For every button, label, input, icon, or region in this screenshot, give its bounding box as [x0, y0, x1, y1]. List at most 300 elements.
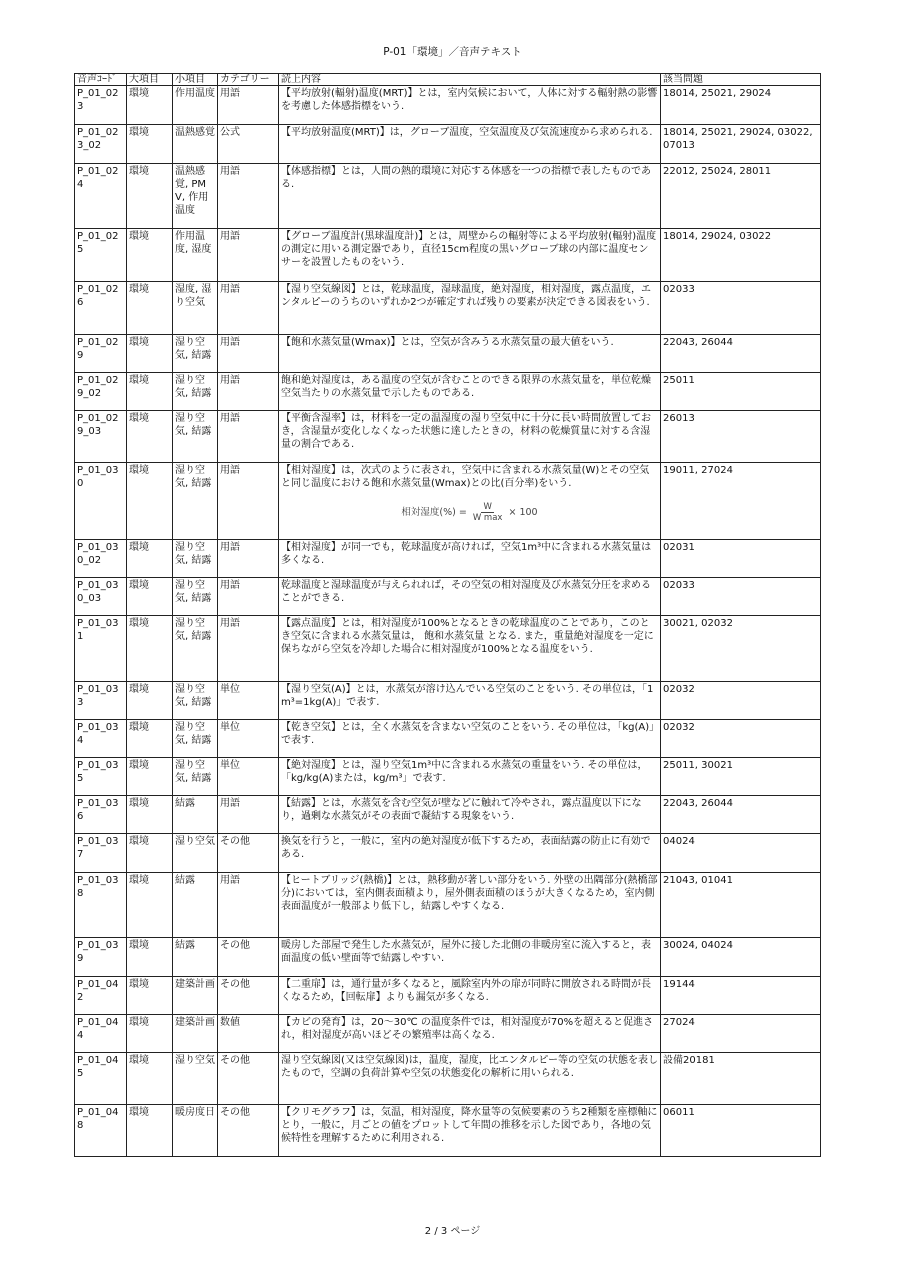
cell-category-text: 用語	[220, 580, 240, 591]
cell-minor-text: 湿り空気, 結露	[175, 618, 212, 642]
cell-major	[127, 373, 173, 411]
cell-major-text: 環境	[129, 618, 149, 629]
cell-code	[75, 463, 127, 540]
table-row	[75, 164, 821, 229]
cell-major	[127, 164, 173, 229]
cell-major-text: 環境	[129, 875, 149, 886]
cell-category	[218, 758, 279, 796]
cell-minor	[173, 873, 218, 938]
cell-refs	[661, 834, 821, 873]
cell-category-text: 単位	[220, 684, 240, 695]
cell-text	[279, 938, 661, 977]
cell-minor-text: 湿り空気, 結露	[175, 465, 212, 489]
cell-category-text: その他	[220, 1055, 250, 1066]
cell-text	[279, 758, 661, 796]
cell-minor	[173, 411, 218, 463]
cell-major-text: 環境	[129, 337, 149, 348]
cell-code	[75, 682, 127, 720]
cell-major	[127, 1053, 173, 1105]
cell-text	[279, 977, 661, 1015]
cell-refs-text: 02033	[663, 284, 695, 295]
cell-refs-text: 06011	[663, 1107, 695, 1118]
cell-category-text: その他	[220, 1107, 250, 1118]
cell-refs	[661, 1015, 821, 1053]
cell-minor-text: 温熱感覚	[175, 127, 215, 138]
cell-minor-text: 湿り空気, 結露	[175, 375, 212, 399]
cell-minor	[173, 1015, 218, 1053]
cell-code	[75, 229, 127, 282]
cell-minor	[173, 86, 218, 125]
cell-refs	[661, 282, 821, 335]
cell-code-text: P_01_031	[77, 618, 119, 642]
cell-minor	[173, 1105, 218, 1157]
cell-major	[127, 125, 173, 164]
cell-text	[279, 373, 661, 411]
cell-category	[218, 873, 279, 938]
cell-minor-text: 湿り空気, 結露	[175, 684, 212, 708]
cell-code	[75, 977, 127, 1015]
table-row	[75, 229, 821, 282]
cell-minor	[173, 682, 218, 720]
cell-category	[218, 1105, 279, 1157]
cell-text	[279, 282, 661, 335]
cell-minor	[173, 164, 218, 229]
cell-refs-text: 30021, 02032	[663, 618, 733, 629]
cell-minor	[173, 229, 218, 282]
table-row	[75, 938, 821, 977]
cell-minor	[173, 463, 218, 540]
table-row	[75, 86, 821, 125]
cell-category-text: 用語	[220, 284, 240, 295]
cell-category-text: 用語	[220, 875, 240, 886]
cell-text-text: 【相対湿度】は，次式のように表され，空気中に含まれる水蒸気量(W)とその空気と同じ温度における飽和水蒸気量(Wmax)との比(百分率)をいう.	[281, 465, 650, 489]
cell-text-text: 【グローブ温度計(黒球温度計)】とは，周壁からの輻射等による平均放射(輻射)温度の測定に用いる測定器であり，直径15cm程度の黒いグローブ球の内部に温度センサーを設置したものをいう.	[281, 231, 657, 268]
table-row	[75, 977, 821, 1015]
cell-text-text: 【結露】とは，水蒸気を含む空気が壁などに触れて冷やされ，露点温度以下になり，過剰な水蒸気がその表面で凝結する現象をいう.	[281, 798, 642, 822]
cell-category	[218, 1015, 279, 1053]
cell-code-text: P_01_042	[77, 979, 119, 1003]
cell-category	[218, 125, 279, 164]
cell-code	[75, 373, 127, 411]
cell-major	[127, 229, 173, 282]
table-row	[75, 796, 821, 834]
header-text: 読上内容	[279, 74, 661, 86]
cell-code-text: P_01_034	[77, 722, 119, 746]
cell-minor	[173, 834, 218, 873]
cell-refs	[661, 796, 821, 834]
cell-major-text: 環境	[129, 760, 149, 771]
cell-refs	[661, 938, 821, 977]
cell-text-text: 【平衡含湿率】は，材料を一定の温湿度の湿り空気中に十分に長い時間放置しておき，含湿量が変化しなくなった状態に達したときの，材料の乾燥質量に対する含湿量の割合である.	[281, 413, 651, 450]
cell-category-text: 用語	[220, 88, 240, 99]
cell-refs-text: 25011	[663, 375, 695, 386]
cell-category-text: 単位	[220, 760, 240, 771]
cell-code-text: P_01_030	[77, 465, 119, 489]
cell-category-text: その他	[220, 979, 250, 990]
cell-category	[218, 229, 279, 282]
cell-refs-text: 22043, 26044	[663, 337, 733, 348]
cell-category	[218, 373, 279, 411]
cell-text	[279, 411, 661, 463]
cell-text-text: 換気を行うと，一般に，室内の絶対湿度が低下するため，表面結露の防止に有効である.	[281, 836, 651, 860]
cell-minor-text: 温熱感覚, PMV, 作用温度	[175, 166, 209, 216]
cell-major-text: 環境	[129, 798, 149, 809]
cell-refs-text: 02031	[663, 542, 695, 553]
cell-text-text: 【カビの発育】は，20～30℃ の温度条件では，相対湿度が70%を超えると促進され，相対湿度が高いほどその繁殖率は高くなる.	[281, 1017, 654, 1041]
cell-refs	[661, 873, 821, 938]
cell-category-text: 用語	[220, 798, 240, 809]
formula-rhs: × 100	[508, 507, 538, 518]
cell-text-text: 【湿り空気(A)】とは，水蒸気が溶け込んでいる空気のことをいう. その単位は，「1m³=1kg(A)」で表す.	[281, 684, 654, 708]
cell-minor-text: 湿り空気, 結露	[175, 413, 212, 437]
cell-code-text: P_01_030_02	[77, 542, 119, 566]
cell-minor-text: 結露	[175, 798, 195, 809]
cell-minor	[173, 373, 218, 411]
cell-category-text: 用語	[220, 465, 240, 476]
cell-refs-text: 02032	[663, 684, 695, 695]
header-major: 大項目	[127, 74, 173, 86]
cell-category	[218, 616, 279, 682]
cell-refs-text: 19144	[663, 979, 695, 990]
cell-category-text: 用語	[220, 413, 240, 424]
cell-major	[127, 873, 173, 938]
cell-minor	[173, 335, 218, 373]
cell-code-text: P_01_035	[77, 760, 119, 784]
cell-code-text: P_01_024	[77, 166, 119, 190]
cell-refs	[661, 758, 821, 796]
cell-minor-text: 湿り空気, 結露	[175, 580, 212, 604]
cell-major	[127, 411, 173, 463]
cell-refs	[661, 1053, 821, 1105]
header-category: カテゴリー	[218, 74, 279, 86]
cell-refs	[661, 720, 821, 758]
cell-major	[127, 834, 173, 873]
page-footer: 2 / 3 ページ	[424, 1226, 481, 1237]
cell-category	[218, 282, 279, 335]
table-row	[75, 540, 821, 578]
cell-major-text: 環境	[129, 465, 149, 476]
cell-code-text: P_01_048	[77, 1107, 119, 1131]
cell-text	[279, 834, 661, 873]
cell-refs-text: 25011, 30021	[663, 760, 733, 771]
cell-code	[75, 411, 127, 463]
cell-code-text: P_01_026	[77, 284, 119, 308]
cell-text	[279, 335, 661, 373]
table-row	[75, 1053, 821, 1105]
cell-minor	[173, 977, 218, 1015]
cell-text-text: 暖房した部屋で発生した水蒸気が，屋外に接した北側の非暖房室に流入すると，表面温度の低い壁面等で結露しやすい.	[281, 940, 651, 964]
cell-text	[279, 164, 661, 229]
cell-code-text: P_01_037	[77, 836, 119, 860]
table-row	[75, 411, 821, 463]
cell-refs	[661, 335, 821, 373]
cell-text	[279, 229, 661, 282]
cell-text-text: 飽和絶対湿度は，ある温度の空気が含むことのできる限界の水蒸気量を，単位乾燥空気当たりの水蒸気量で示したものである.	[281, 375, 651, 399]
cell-minor-text: 湿り空気, 結露	[175, 337, 212, 361]
header-code: 音声ｺｰﾄﾞ	[75, 74, 127, 86]
formula-fraction	[473, 502, 503, 523]
cell-minor-text: 作用温度, 湿度	[175, 231, 212, 255]
cell-major	[127, 938, 173, 977]
cell-category	[218, 834, 279, 873]
cell-major-text: 環境	[129, 1017, 149, 1028]
cell-minor-text: 建築計画	[175, 1017, 215, 1028]
cell-refs	[661, 616, 821, 682]
cell-minor-text: 結露	[175, 875, 195, 886]
cell-minor	[173, 540, 218, 578]
cell-text	[279, 720, 661, 758]
cell-text-text: 【露点温度】とは，相対湿度が100%となるときの乾球温度のことであり，このとき空気に含まれる水蒸気量は， 飽和水蒸気量 となる. また，重量絶対湿度を一定に保ちながら空気を冷却した場合に相対湿度が100%となる温度をいう.	[281, 618, 654, 655]
cell-code	[75, 1015, 127, 1053]
cell-text	[279, 463, 661, 540]
cell-code	[75, 1105, 127, 1157]
cell-text	[279, 1105, 661, 1157]
cell-refs	[661, 463, 821, 540]
cell-minor-text: 湿り空気, 結露	[175, 722, 212, 746]
cell-code-text: P_01_029	[77, 337, 119, 361]
table-row	[75, 335, 821, 373]
cell-refs-text: 18014, 25021, 29024, 03022, 07013	[663, 127, 813, 151]
cell-major-text: 環境	[129, 284, 149, 295]
cell-major-text: 環境	[129, 979, 149, 990]
table-header-row	[75, 74, 821, 86]
relative-humidity-formula	[281, 502, 658, 523]
table-row	[75, 282, 821, 335]
cell-major	[127, 335, 173, 373]
cell-major	[127, 796, 173, 834]
cell-code-text: P_01_033	[77, 684, 119, 708]
cell-code-text: P_01_029_02	[77, 375, 119, 399]
cell-code	[75, 616, 127, 682]
cell-text-text: 【平均放射(輻射)温度(MRT)】とは，室内気候において，人体に対する輻射熱の影響を考慮した体感指標をいう.	[281, 88, 658, 112]
cell-refs	[661, 1105, 821, 1157]
cell-major-text: 環境	[129, 684, 149, 695]
cell-text-text: 【二重扉】は，通行量が多くなると，風除室内外の扉が同時に開放される時間が長くなるため，【回転扉】よりも漏気が多くなる.	[281, 979, 651, 1003]
cell-code	[75, 282, 127, 335]
cell-category	[218, 578, 279, 616]
cell-code-text: P_01_045	[77, 1055, 119, 1079]
cell-text	[279, 796, 661, 834]
table-row	[75, 463, 821, 540]
cell-major-text: 環境	[129, 127, 149, 138]
cell-minor	[173, 938, 218, 977]
cell-refs	[661, 164, 821, 229]
cell-refs-text: 18014, 29024, 03022	[663, 231, 772, 242]
cell-category	[218, 796, 279, 834]
formula-numerator: W	[483, 502, 492, 512]
cell-code	[75, 125, 127, 164]
cell-code	[75, 164, 127, 229]
cell-refs-text: 22012, 25024, 28011	[663, 166, 772, 177]
cell-refs-text: 04024	[663, 836, 695, 847]
cell-text	[279, 86, 661, 125]
cell-refs	[661, 977, 821, 1015]
cell-minor-text: 湿り空気, 結露	[175, 760, 212, 784]
cell-category-text: 用語	[220, 166, 240, 177]
cell-refs-text: 26013	[663, 413, 695, 424]
cell-text-text: 【平均放射温度(MRT)】は，グローブ温度，空気温度及び気流速度から求められる.	[281, 127, 653, 138]
cell-refs-text: 30024, 04024	[663, 940, 733, 951]
cell-major	[127, 1105, 173, 1157]
cell-code	[75, 720, 127, 758]
cell-code	[75, 540, 127, 578]
cell-major	[127, 977, 173, 1015]
cell-major	[127, 1015, 173, 1053]
cell-code-text: P_01_044	[77, 1017, 119, 1041]
cell-text	[279, 616, 661, 682]
page-title: P-01「環境」／音声テキスト	[383, 46, 522, 58]
cell-minor	[173, 282, 218, 335]
cell-category-text: 単位	[220, 722, 240, 733]
cell-category-text: その他	[220, 836, 250, 847]
formula-lhs: 相対湿度(%) =	[401, 507, 467, 518]
cell-minor	[173, 578, 218, 616]
cell-code	[75, 758, 127, 796]
cell-category-text: その他	[220, 940, 250, 951]
cell-refs-text: 18014, 25021, 29024	[663, 88, 772, 99]
header-refs: 該当問題	[661, 74, 821, 86]
cell-major-text: 環境	[129, 542, 149, 553]
cell-code-text: P_01_029_03	[77, 413, 119, 437]
table-row	[75, 720, 821, 758]
cell-text	[279, 1053, 661, 1105]
cell-category	[218, 977, 279, 1015]
cell-major	[127, 86, 173, 125]
cell-minor	[173, 616, 218, 682]
cell-refs	[661, 682, 821, 720]
cell-major-text: 環境	[129, 722, 149, 733]
cell-minor	[173, 758, 218, 796]
cell-refs	[661, 540, 821, 578]
cell-category-text: 用語	[220, 618, 240, 629]
cell-category-text: 用語	[220, 375, 240, 386]
cell-major	[127, 578, 173, 616]
cell-major	[127, 463, 173, 540]
cell-refs-text: 02032	[663, 722, 695, 733]
cell-refs	[661, 411, 821, 463]
cell-major-text: 環境	[129, 940, 149, 951]
cell-code	[75, 938, 127, 977]
cell-text-text: 【ヒートブリッジ(熱橋)】とは，熱移動が著しい部分をいう. 外壁の出隅部分(熱橋部分)においては，室内側表面積より，屋外側表面積のほうが大きくなるため，室内側表面温度が一般部より低下し，結露しやすくなる.	[281, 875, 658, 912]
cell-refs	[661, 373, 821, 411]
cell-refs	[661, 229, 821, 282]
cell-text	[279, 125, 661, 164]
formula-denominator: W max	[472, 513, 503, 523]
table-row	[75, 758, 821, 796]
cell-refs-text: 27024	[663, 1017, 695, 1028]
cell-category	[218, 463, 279, 540]
cell-category	[218, 540, 279, 578]
cell-code-text: P_01_038	[77, 875, 119, 899]
cell-major-text: 環境	[129, 1055, 149, 1066]
cell-major-text: 環境	[129, 88, 149, 99]
cell-code-text: P_01_023_02	[77, 127, 119, 151]
cell-text-text: 【絶対湿度】とは，湿り空気1m³中に含まれる水蒸気の重量をいう. その単位は，「kg/kg(A)または，kg/m³」で表す.	[281, 760, 648, 784]
cell-refs-text: 22043, 26044	[663, 798, 733, 809]
cell-major	[127, 540, 173, 578]
header-minor: 小項目	[173, 74, 218, 86]
cell-text-text: 【クリモグラフ】は，気温，相対湿度，降水量等の気候要素のうち2種類を座標軸にとり，一般に，月ごとの値をプロットして年間の推移を示した図であり，各地の気候特性を理解するために利用される.	[281, 1107, 658, 1144]
cell-minor-text: 作用温度	[175, 88, 215, 99]
table-row	[75, 125, 821, 164]
cell-major-text: 環境	[129, 166, 149, 177]
cell-text	[279, 540, 661, 578]
cell-minor	[173, 720, 218, 758]
cell-code	[75, 796, 127, 834]
cell-minor-text: 暖房度日	[175, 1107, 215, 1118]
cell-minor	[173, 796, 218, 834]
cell-major	[127, 682, 173, 720]
cell-category-text: 用語	[220, 231, 240, 242]
cell-minor-text: 湿り空気	[175, 1055, 215, 1066]
cell-minor-text: 湿度, 湿り空気	[175, 284, 212, 308]
cell-category-text: 公式	[220, 127, 240, 138]
cell-refs-text: 02033	[663, 580, 695, 591]
cell-category-text: 用語	[220, 542, 240, 553]
table-row	[75, 1015, 821, 1053]
cell-refs	[661, 125, 821, 164]
table-row	[75, 682, 821, 720]
cell-text-text: 【飽和水蒸気量(Wmax)】とは，空気が含みうる水蒸気量の最大値をいう.	[281, 337, 614, 348]
cell-category	[218, 164, 279, 229]
voice-text-table	[74, 73, 821, 1157]
cell-minor-text: 建築計画	[175, 979, 215, 990]
cell-category	[218, 1053, 279, 1105]
cell-text-text: 【体感指標】とは，人間の熱的環境に対応する体感を一つの指標で表したものである.	[281, 166, 651, 190]
cell-refs-text: 19011, 27024	[663, 465, 733, 476]
cell-text	[279, 1015, 661, 1053]
cell-major	[127, 282, 173, 335]
cell-code	[75, 1053, 127, 1105]
cell-text-text: 【相対湿度】が同一でも，乾球温度が高ければ，空気1m³中に含まれる水蒸気量は多くなる.	[281, 542, 652, 566]
cell-text	[279, 578, 661, 616]
cell-major-text: 環境	[129, 413, 149, 424]
cell-category	[218, 682, 279, 720]
cell-refs-text: 設備20181	[663, 1055, 715, 1066]
cell-text	[279, 873, 661, 938]
cell-category	[218, 411, 279, 463]
cell-major-text: 環境	[129, 836, 149, 847]
cell-code-text: P_01_025	[77, 231, 119, 255]
cell-major	[127, 758, 173, 796]
table-row	[75, 834, 821, 873]
cell-major	[127, 720, 173, 758]
cell-code-text: P_01_023	[77, 88, 119, 112]
cell-code-text: P_01_036	[77, 798, 119, 822]
cell-code	[75, 578, 127, 616]
cell-category-text: 数値	[220, 1017, 240, 1028]
table-row	[75, 373, 821, 411]
cell-code	[75, 335, 127, 373]
cell-major	[127, 616, 173, 682]
cell-refs	[661, 578, 821, 616]
cell-major-text: 環境	[129, 231, 149, 242]
table-row	[75, 616, 821, 682]
cell-text-text: 湿り空気線図(又は空気線図)は，温度，湿度，比エンタルピー等の空気の状態を表したもので，空調の負荷計算や空気の状態変化の解析に用いられる.	[281, 1055, 659, 1079]
cell-major-text: 環境	[129, 1107, 149, 1118]
cell-category	[218, 938, 279, 977]
cell-category	[218, 335, 279, 373]
cell-text-text: 乾球温度と湿球温度が与えられれば，その空気の相対湿度及び水蒸気分圧を求めることができる.	[281, 580, 651, 604]
cell-code	[75, 873, 127, 938]
cell-text-text: 【乾き空気】とは，全く水蒸気を含まない空気のことをいう. その単位は，「kg(A)」で表す.	[281, 722, 655, 746]
cell-major-text: 環境	[129, 375, 149, 386]
cell-refs	[661, 86, 821, 125]
table-row	[75, 873, 821, 938]
cell-minor	[173, 1053, 218, 1105]
cell-text	[279, 682, 661, 720]
cell-category	[218, 86, 279, 125]
